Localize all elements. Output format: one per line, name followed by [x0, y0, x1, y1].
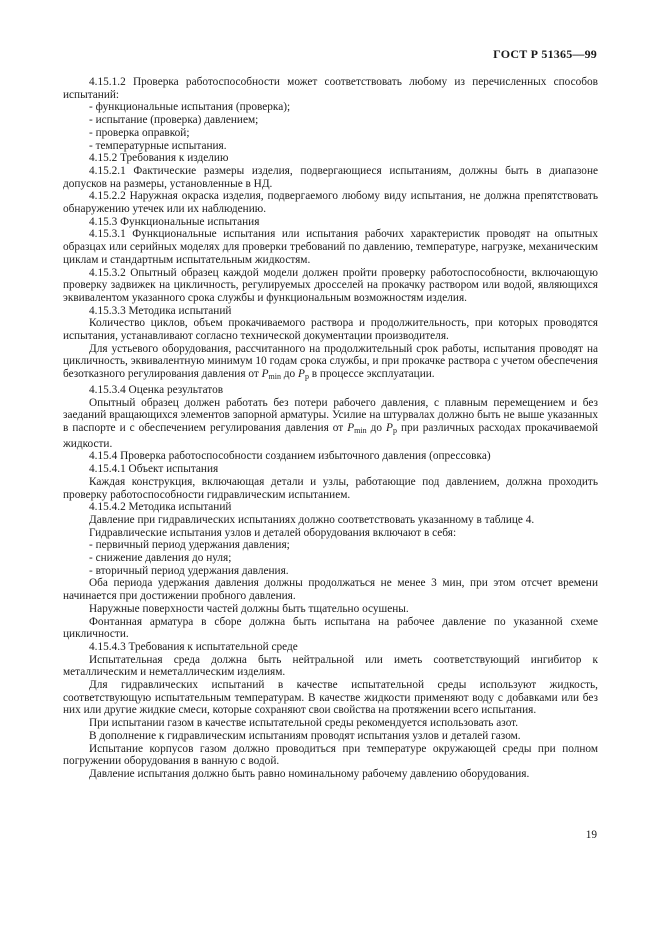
- list-item: - испытание (проверка) давлением;: [89, 114, 259, 127]
- section-heading: 4.15.3.4 Оценка результатов: [89, 383, 224, 396]
- paragraph: В дополнение к гидравлическим испытаниям проводят испытания узлов и деталей газом.: [89, 729, 521, 742]
- list-item: - снижение давления до нуля;: [89, 552, 232, 565]
- paragraph-text: Для устьевого оборудования, рассчитанного на продолжительный срок работы, испытания проводят на цикличность, эквивалентную минимум 10 годам срока службы, и при прокачке раствора с учетом обеспечения безотказного регулирования давления от: [63, 342, 598, 381]
- paragraph-text: при различных расходах прокачиваемой жидкости.: [63, 421, 598, 450]
- paragraph: Наружные поверхности частей должны быть тщательно осушены.: [89, 602, 409, 615]
- list-item: - функциональные испытания (проверка);: [89, 101, 291, 114]
- paragraph: 4.15.3.2 Опытный образец каждой модели должен пройти проверку работоспособности, включающую проверку задвижек на цикличность, регулируемых дросселей на прокачку раствором или водой, являющихся эквивалентом указанного срока службы и функциональным возможностям изделия.: [63, 266, 598, 304]
- paragraph-text: до: [370, 421, 383, 434]
- section-heading: 4.15.4.2 Методика испытаний: [89, 501, 232, 514]
- paragraph: Испытание корпусов газом должно проводиться при температуре окружающей среды при полном погружении оборудования в ванную с водой.: [63, 742, 598, 768]
- list-item: - проверка оправкой;: [89, 126, 190, 139]
- section-heading: 4.15.3 Функциональные испытания: [89, 215, 260, 228]
- paragraph: Каждая конструкция, включающая детали и узлы, работающие под давлением, должна проходить проверку работоспособности гидравлическим испытанием.: [63, 475, 598, 501]
- section-heading: 4.15.4 Проверка работоспособности созданием избыточного давления (опрессовка): [89, 450, 491, 463]
- document-header: ГОСТ Р 51365—99: [493, 47, 597, 61]
- paragraph: Испытательная среда должна быть нейтральной или иметь соответствующий ингибитор к металлическим и неметаллическим изделиям.: [63, 653, 598, 679]
- section-heading: 4.15.2 Требования к изделию: [89, 152, 229, 165]
- subscript: р: [392, 425, 397, 435]
- paragraph: 4.15.1.2 Проверка работоспособности может соответствовать любому из перечисленных способов испытаний:: [63, 76, 598, 101]
- paragraph: 4.15.3.1 Функциональные испытания или испытания рабочих характеристик проводят на опытных образцах или серийных моделях для проверки требований по давлению, температуре, нагрузке, механическим циклам и стандартным испытательным жидкостям.: [63, 228, 598, 266]
- paragraph: Фонтанная арматура в сборе должна быть испытана на рабочее давление по указанной схеме цикличности.: [63, 615, 598, 641]
- paragraph-text: Опытный образец должен работать без потери рабочего давления, с плавным перемещением и без заеданий вращающихся элементов запорной арматуры. Усилие на штурвалах должно быть не выше указанных в паспорте и с обеспечением регулирования давления от: [63, 396, 598, 434]
- paragraph: Количество циклов, объем прокачиваемого раствора и продолжительность, при которых проводятся испытания, устанавливают согласно технической документации производителя.: [63, 317, 598, 343]
- list-item: - температурные испытания.: [89, 139, 227, 152]
- section-heading: 4.15.3.3 Методика испытаний: [89, 304, 232, 317]
- paragraph-pressure-range: [63, 343, 598, 384]
- variable: P: [261, 368, 269, 381]
- subscript: р: [304, 372, 309, 382]
- paragraph: Оба периода удержания давления должны продолжаться не менее 3 мин, при этом отсчет времени начинается при достижении пробного давления.: [63, 577, 598, 603]
- document-body: [63, 76, 598, 781]
- variable: P: [386, 421, 393, 434]
- section-heading: 4.15.4.3 Требования к испытательной среде: [89, 640, 298, 653]
- paragraph: Гидравлические испытания узлов и деталей оборудования включают в себя:: [89, 526, 457, 539]
- paragraph-text: до: [283, 368, 296, 381]
- variable: P: [298, 368, 305, 381]
- subscript: min: [268, 372, 281, 382]
- page-number: 19: [585, 829, 597, 841]
- paragraph: Давление при гидравлических испытаниях должно соответствовать указанному в таблице 4.: [89, 513, 535, 526]
- list-item: - вторичный период удержания давления.: [89, 564, 289, 577]
- variable: P: [347, 421, 355, 434]
- paragraph: Давление испытания должно быть равно номинальному рабочему давлению оборудования.: [89, 767, 530, 780]
- paragraph: 4.15.2.1 Фактические размеры изделия, подвергающиеся испытаниям, должны быть в диапазоне допусков на размеры, установленные в НД.: [63, 164, 598, 190]
- paragraph: 4.15.2.2 Наружная окраска изделия, подвергаемого любому виду испытания, не должна препятствовать обнаружению утечек или их наблюдению.: [63, 190, 598, 216]
- paragraph: Для гидравлических испытаний в качестве испытательной среды используют жидкость, соответствующую испытательным температурам. В качестве жидкости применяют воду с добавками или без них или другие жидкие смеси, которые сохраняют свои свойства на протяжении всего испытания.: [63, 679, 598, 717]
- paragraph-text: в процессе эксплуатации.: [311, 368, 435, 381]
- paragraph-pressure-range: [63, 397, 598, 451]
- section-heading: 4.15.4.1 Объект испытания: [89, 463, 219, 476]
- list-item: - первичный период удержания давления;: [89, 539, 290, 552]
- subscript: min: [354, 425, 367, 435]
- paragraph: При испытании газом в качестве испытательной среды рекомендуется использовать азот.: [89, 717, 519, 730]
